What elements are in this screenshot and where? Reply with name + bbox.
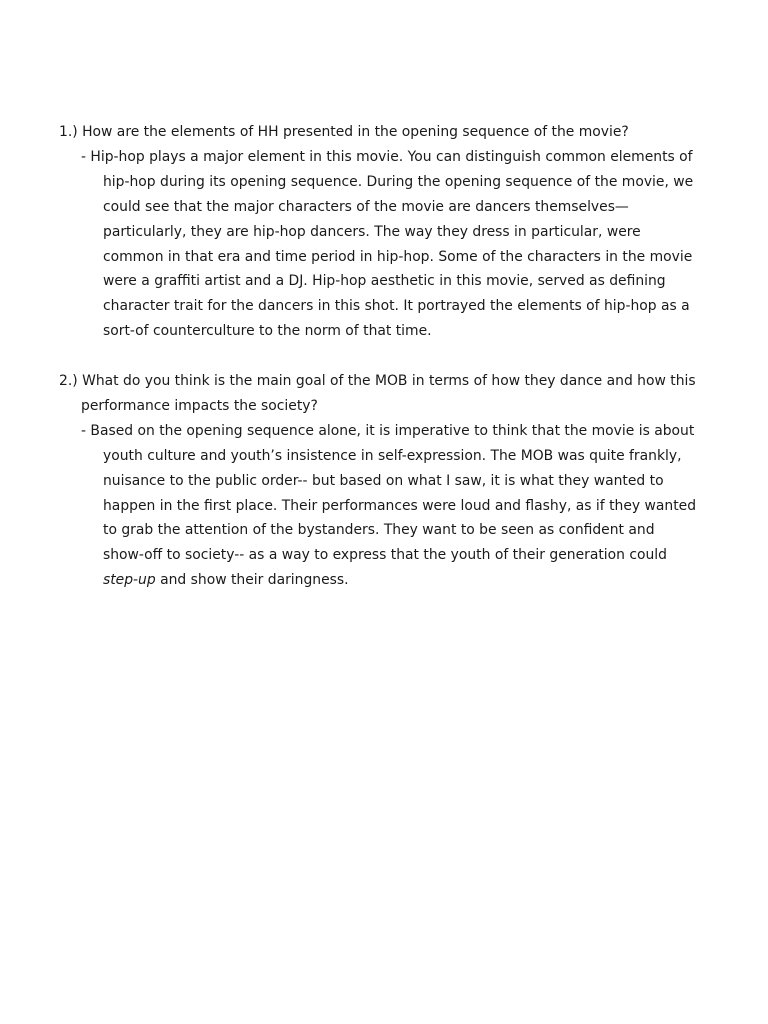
answer-2-emphasis: step-up [103,572,156,589]
paragraph-spacer [59,344,699,369]
answer-2-text: - Based on the opening sequence alone, it is imperative to think that the movie is about youth culture and youth’s insistence in self-expression. The MOB was quite frankly, nuisance to the public order-- but based on what I saw, it is what they wanted to happen in the first place. Their performances were loud and flashy, as if they wanted to grab the attention of the bystanders. They want to be seen as confident and show-off to society-- as a way to express that the youth of their generation could [81,422,697,564]
question-2: 2.) What do you think is the main goal of the MOB in terms of how they dance and how this performance impacts the society? [59,373,696,414]
answer-2 [59,419,699,593]
answer-1: - Hip-hop plays a major element in this movie. You can distinguish common elements of hip-hop during its opening sequence. During the opening sequence of the movie, we could see that the major characters of the movie are dancers themselves— particularly, they are hip-hop dancers. The way they dress in particular, were common in that era and time period in hip-hop. Some of the characters in the movie were a graffiti artist and a DJ. Hip-hop aesthetic in this movie, served as defining character trait for the dancers in this shot. It portrayed the elements of hip-hop as a sort-of counterculture to the norm of that time. [81,148,694,340]
answer-2-text-end: and show their daringness. [155,572,349,589]
document-body [59,120,699,593]
question-1: 1.) How are the elements of HH presented in the opening sequence of the movie? [59,124,629,140]
